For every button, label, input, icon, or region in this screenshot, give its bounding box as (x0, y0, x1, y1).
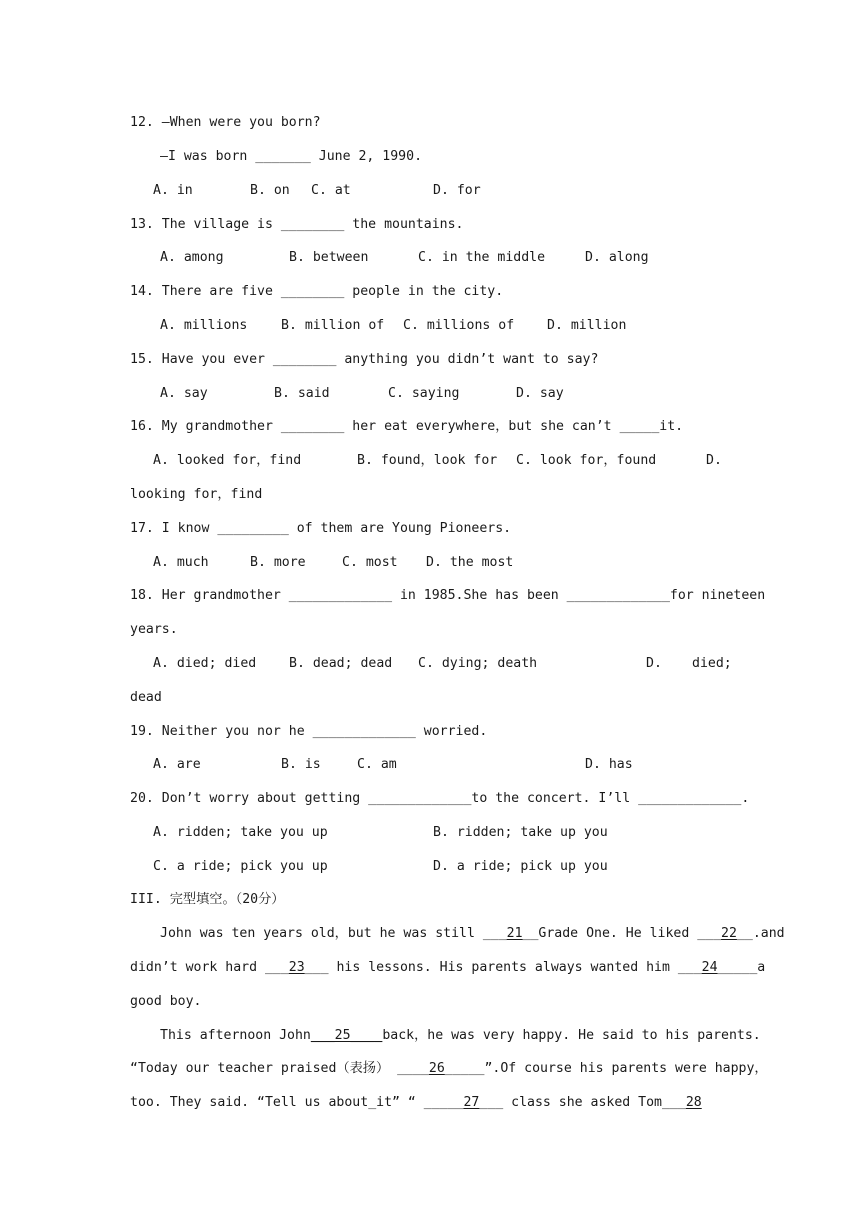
question-15-option-d: D. say (516, 386, 564, 401)
passage-text: ___ his lessons. His parents always wanted him ___ (304, 960, 702, 975)
question-15-option-b: B. said (274, 386, 330, 401)
question-17-stem: 17. I know _________ of them are Young Pioneers. (130, 521, 512, 536)
question-16-option-d-letter: D. (706, 453, 722, 468)
question-18-option-a: A. died; died (153, 656, 257, 671)
question-16-option-c: C. look for，found (516, 453, 657, 468)
question-16-option-a: A. looked for，find (153, 453, 302, 468)
question-18-option-d-letter: D. (646, 656, 662, 671)
question-20-option-a: A. ridden; take you up (153, 825, 328, 840)
passage-text: too. They said. “Tell us about (130, 1095, 369, 1110)
blank-24: 24 (701, 960, 718, 975)
question-16-stem-blank: _____ (619, 419, 660, 434)
passage-p1-line3: good boy. (130, 994, 202, 1009)
question-13-option-a: A. among (160, 250, 224, 265)
question-15-stem: 15. Have you ever ________ anything you didn’t want to say? (130, 352, 599, 367)
blank-28: 28 (685, 1095, 702, 1110)
passage-text: __.and (736, 926, 785, 941)
question-13-option-b: B. between (289, 250, 369, 265)
passage-p1-line2 (130, 961, 765, 974)
blank-25: ___25____ (310, 1028, 383, 1043)
question-15-option-a: A. say (160, 386, 208, 401)
question-20-option-b: B. ridden; take up you (433, 825, 608, 840)
question-12-option-b: B. on (250, 183, 290, 198)
question-13-option-d: D. along (585, 250, 649, 265)
blank-23: 23 (288, 960, 305, 975)
blank-27: 27 (463, 1095, 480, 1110)
question-16-stem (130, 420, 683, 433)
passage-text: ___ (662, 1095, 686, 1110)
question-17-option-d: D. the most (426, 555, 514, 570)
question-19-option-b: B. is (281, 757, 321, 772)
question-13-stem: 13. The village is ________ the mountains. (130, 217, 464, 232)
question-18-stem: 18. Her grandmother _____________ in 1985.She has been _____________for nineteen (130, 588, 766, 603)
question-14-option-a: A. millions (160, 318, 248, 333)
blank-21: 21 (506, 926, 523, 941)
question-14-option-d: D. million (547, 318, 627, 333)
question-14-option-c: C. millions of (403, 318, 515, 333)
question-19-option-c: C. am (357, 757, 397, 772)
question-20-option-d: D. a ride; pick up you (433, 859, 608, 874)
passage-text: didn’t work hard ___ (130, 960, 289, 975)
question-12-stem: 12. —When were you born? (130, 115, 321, 130)
question-18-option-b: B. dead; dead (289, 656, 393, 671)
blank-22: 22 (721, 926, 737, 941)
question-13-option-c: C. in the middle (418, 250, 546, 265)
question-20-option-c: C. a ride; pick you up (153, 859, 328, 874)
question-12-option-a: A. in (153, 183, 193, 198)
question-19-option-d: D. has (585, 757, 633, 772)
passage-text: _ (368, 1095, 377, 1110)
question-12-option-d: D. for (433, 183, 481, 198)
question-18-option-c: C. dying; death (418, 656, 538, 671)
section-title: III. 完型填空。（20分） (130, 892, 285, 907)
question-14-option-b: B. million of (281, 318, 385, 333)
passage-text: This afternoon John (160, 1028, 311, 1043)
question-17-option-c: C. most (342, 555, 398, 570)
passage-text: it” “ _____ (376, 1095, 464, 1110)
passage-text: “Today our teacher praised（表扬） ____ (130, 1061, 429, 1076)
question-18-option-d-wrap: dead (130, 690, 162, 705)
passage-p2-line2 (130, 1062, 768, 1075)
passage-p2-line3 (130, 1096, 702, 1109)
question-20-stem: 20. Don’t worry about getting _____________to the concert. I’ll _____________. (130, 791, 750, 806)
question-18-stem-wrap: years. (130, 622, 178, 637)
question-18-option-d-text: died; (692, 656, 732, 671)
question-16-option-b: B. found，look for (357, 453, 498, 468)
question-16-stem-text: 16. My grandmother ________ her eat everywhere，but she can’t (130, 419, 612, 434)
passage-text: John was ten years old，but he was still ___ (160, 926, 507, 941)
question-16-option-d-text: looking for，find (130, 487, 263, 502)
passage-text: _____”.Of course his parents were happy， (444, 1061, 768, 1076)
passage-p2-line1 (160, 1029, 761, 1042)
question-19-option-a: A. are (153, 757, 201, 772)
question-12-stem-line2: —I was born _______ June 2, 1990. (160, 149, 423, 164)
question-19-stem: 19. Neither you nor he _____________ worried. (130, 724, 488, 739)
passage-text: back，he was very happy. He said to his parents. (382, 1028, 761, 1043)
passage-p1-line1 (160, 927, 785, 940)
blank-26: 26 (428, 1061, 445, 1076)
question-17-option-b: B. more (250, 555, 306, 570)
question-12-option-c: C. at (311, 183, 351, 198)
passage-text: ___ class she asked Tom (479, 1095, 662, 1110)
question-16-stem-end: it. (659, 419, 684, 434)
passage-text: __Grade One. He liked ___ (522, 926, 722, 941)
question-14-stem: 14. There are five ________ people in the city. (130, 284, 504, 299)
question-17-option-a: A. much (153, 555, 209, 570)
passage-text: _____a (717, 960, 766, 975)
question-15-option-c: C. saying (388, 386, 460, 401)
